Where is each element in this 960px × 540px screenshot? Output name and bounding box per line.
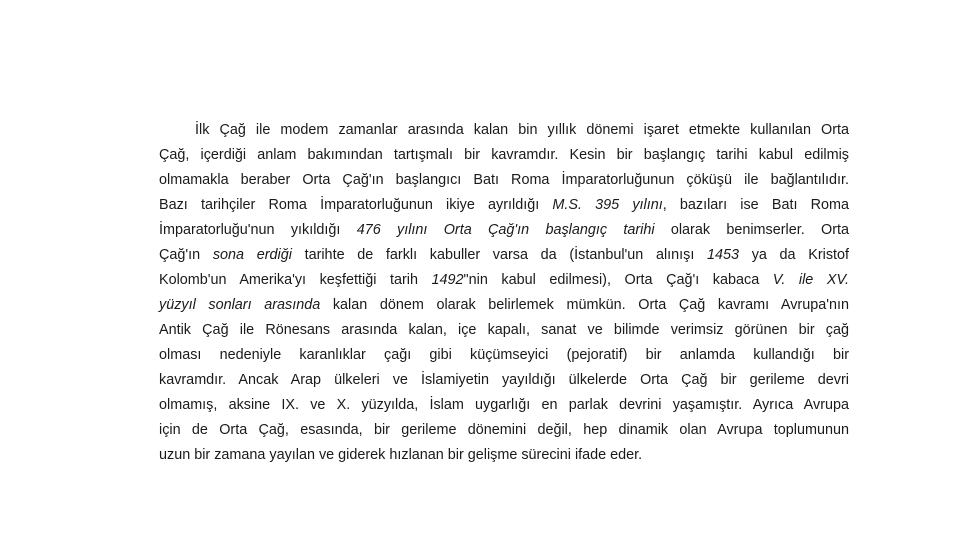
text-span: Kolomb'un Amerika'yı keşfettiği tarih [159, 272, 432, 288]
text-line [159, 293, 849, 318]
text-span: Çağ, içerdiği anlam bakımından tartışmalı bir kavramdır. Kesin bir başlangıç tarihi kabul edilmiş [159, 147, 849, 163]
text-span: İlk Çağ ile modem zamanlar arasında kalan bin yıllık dönemi işaret etmekte kullanılan Orta [195, 122, 849, 138]
text-line [159, 193, 849, 218]
text-span: olarak benimserler. Orta [654, 222, 849, 238]
text-span: kalan dönem olarak belirlemek mümkün. Orta Çağ kavramı Avrupa'nın [320, 297, 849, 313]
italic-phrase: V. ile XV. [772, 272, 849, 288]
text-span: kavramdır. Ancak Arap ülkeleri ve İslamiyetin yayıldığı ülkelerde Orta Çağ bir gerileme devri [159, 372, 849, 388]
text-line [159, 143, 849, 168]
italic-date: 1492 [431, 272, 464, 288]
italic-phrase: sona erdiği [212, 247, 292, 263]
text-line [159, 268, 849, 293]
body-paragraph [159, 118, 849, 468]
text-span: Çağ'ın [159, 247, 213, 263]
text-line [159, 343, 849, 368]
text-line [159, 393, 849, 418]
italic-date: 1453 [707, 247, 740, 263]
text-span: olmamış, aksine IX. ve X. yüzyılda, İslam uygarlığı en parlak devrini yaşamıştır. Ayrıca Avrupa [159, 397, 849, 413]
text-line [159, 243, 849, 268]
text-line [159, 218, 849, 243]
text-span: "nin kabul edilmesi), Orta Çağ'ı kabaca [463, 272, 773, 288]
text-line [159, 418, 849, 443]
text-span: uzun bir zamana yayılan ve giderek hızlanan bir gelişme sürecini ifade eder. [159, 447, 643, 463]
text-line [159, 443, 849, 468]
text-span: olmamakla beraber Orta Çağ'ın başlangıcı Batı Roma İmparatorluğunun çöküşü ile bağlantılıdır. [159, 172, 849, 188]
text-line [159, 118, 849, 143]
text-line [159, 318, 849, 343]
text-span: olması nedeniyle karanlıklar çağı gibi küçümseyici (pejoratif) bir anlamda kullandığı bir [159, 347, 849, 363]
text-span: Antik Çağ ile Rönesans arasında kalan, içe kapalı, sanat ve bilimde verimsiz görünen bir çağ [159, 322, 849, 338]
text-line [159, 168, 849, 193]
italic-phrase: 476 yılını Orta Çağ'ın başlangıç tarihi [356, 222, 655, 238]
text-span: , bazıları ise Batı Roma [662, 197, 850, 213]
text-span: ya da Kristof [739, 247, 850, 263]
italic-phrase: yüzyıl sonları arasında [159, 297, 321, 313]
text-span: Bazı tarihçiler Roma İmparatorluğunun ikiye ayrıldığı [159, 197, 553, 213]
text-span: İmparatorluğu'nun yıkıldığı [159, 222, 357, 238]
italic-date: M.S. 395 yılını [552, 197, 663, 213]
text-span: tarihte de farklı kabuller varsa da (İstanbul'un alınışı [291, 247, 708, 263]
text-span: için de Orta Çağ, esasında, bir gerileme dönemini değil, hep dinamik olan Avrupa toplumunun [159, 422, 849, 438]
text-line [159, 368, 849, 393]
